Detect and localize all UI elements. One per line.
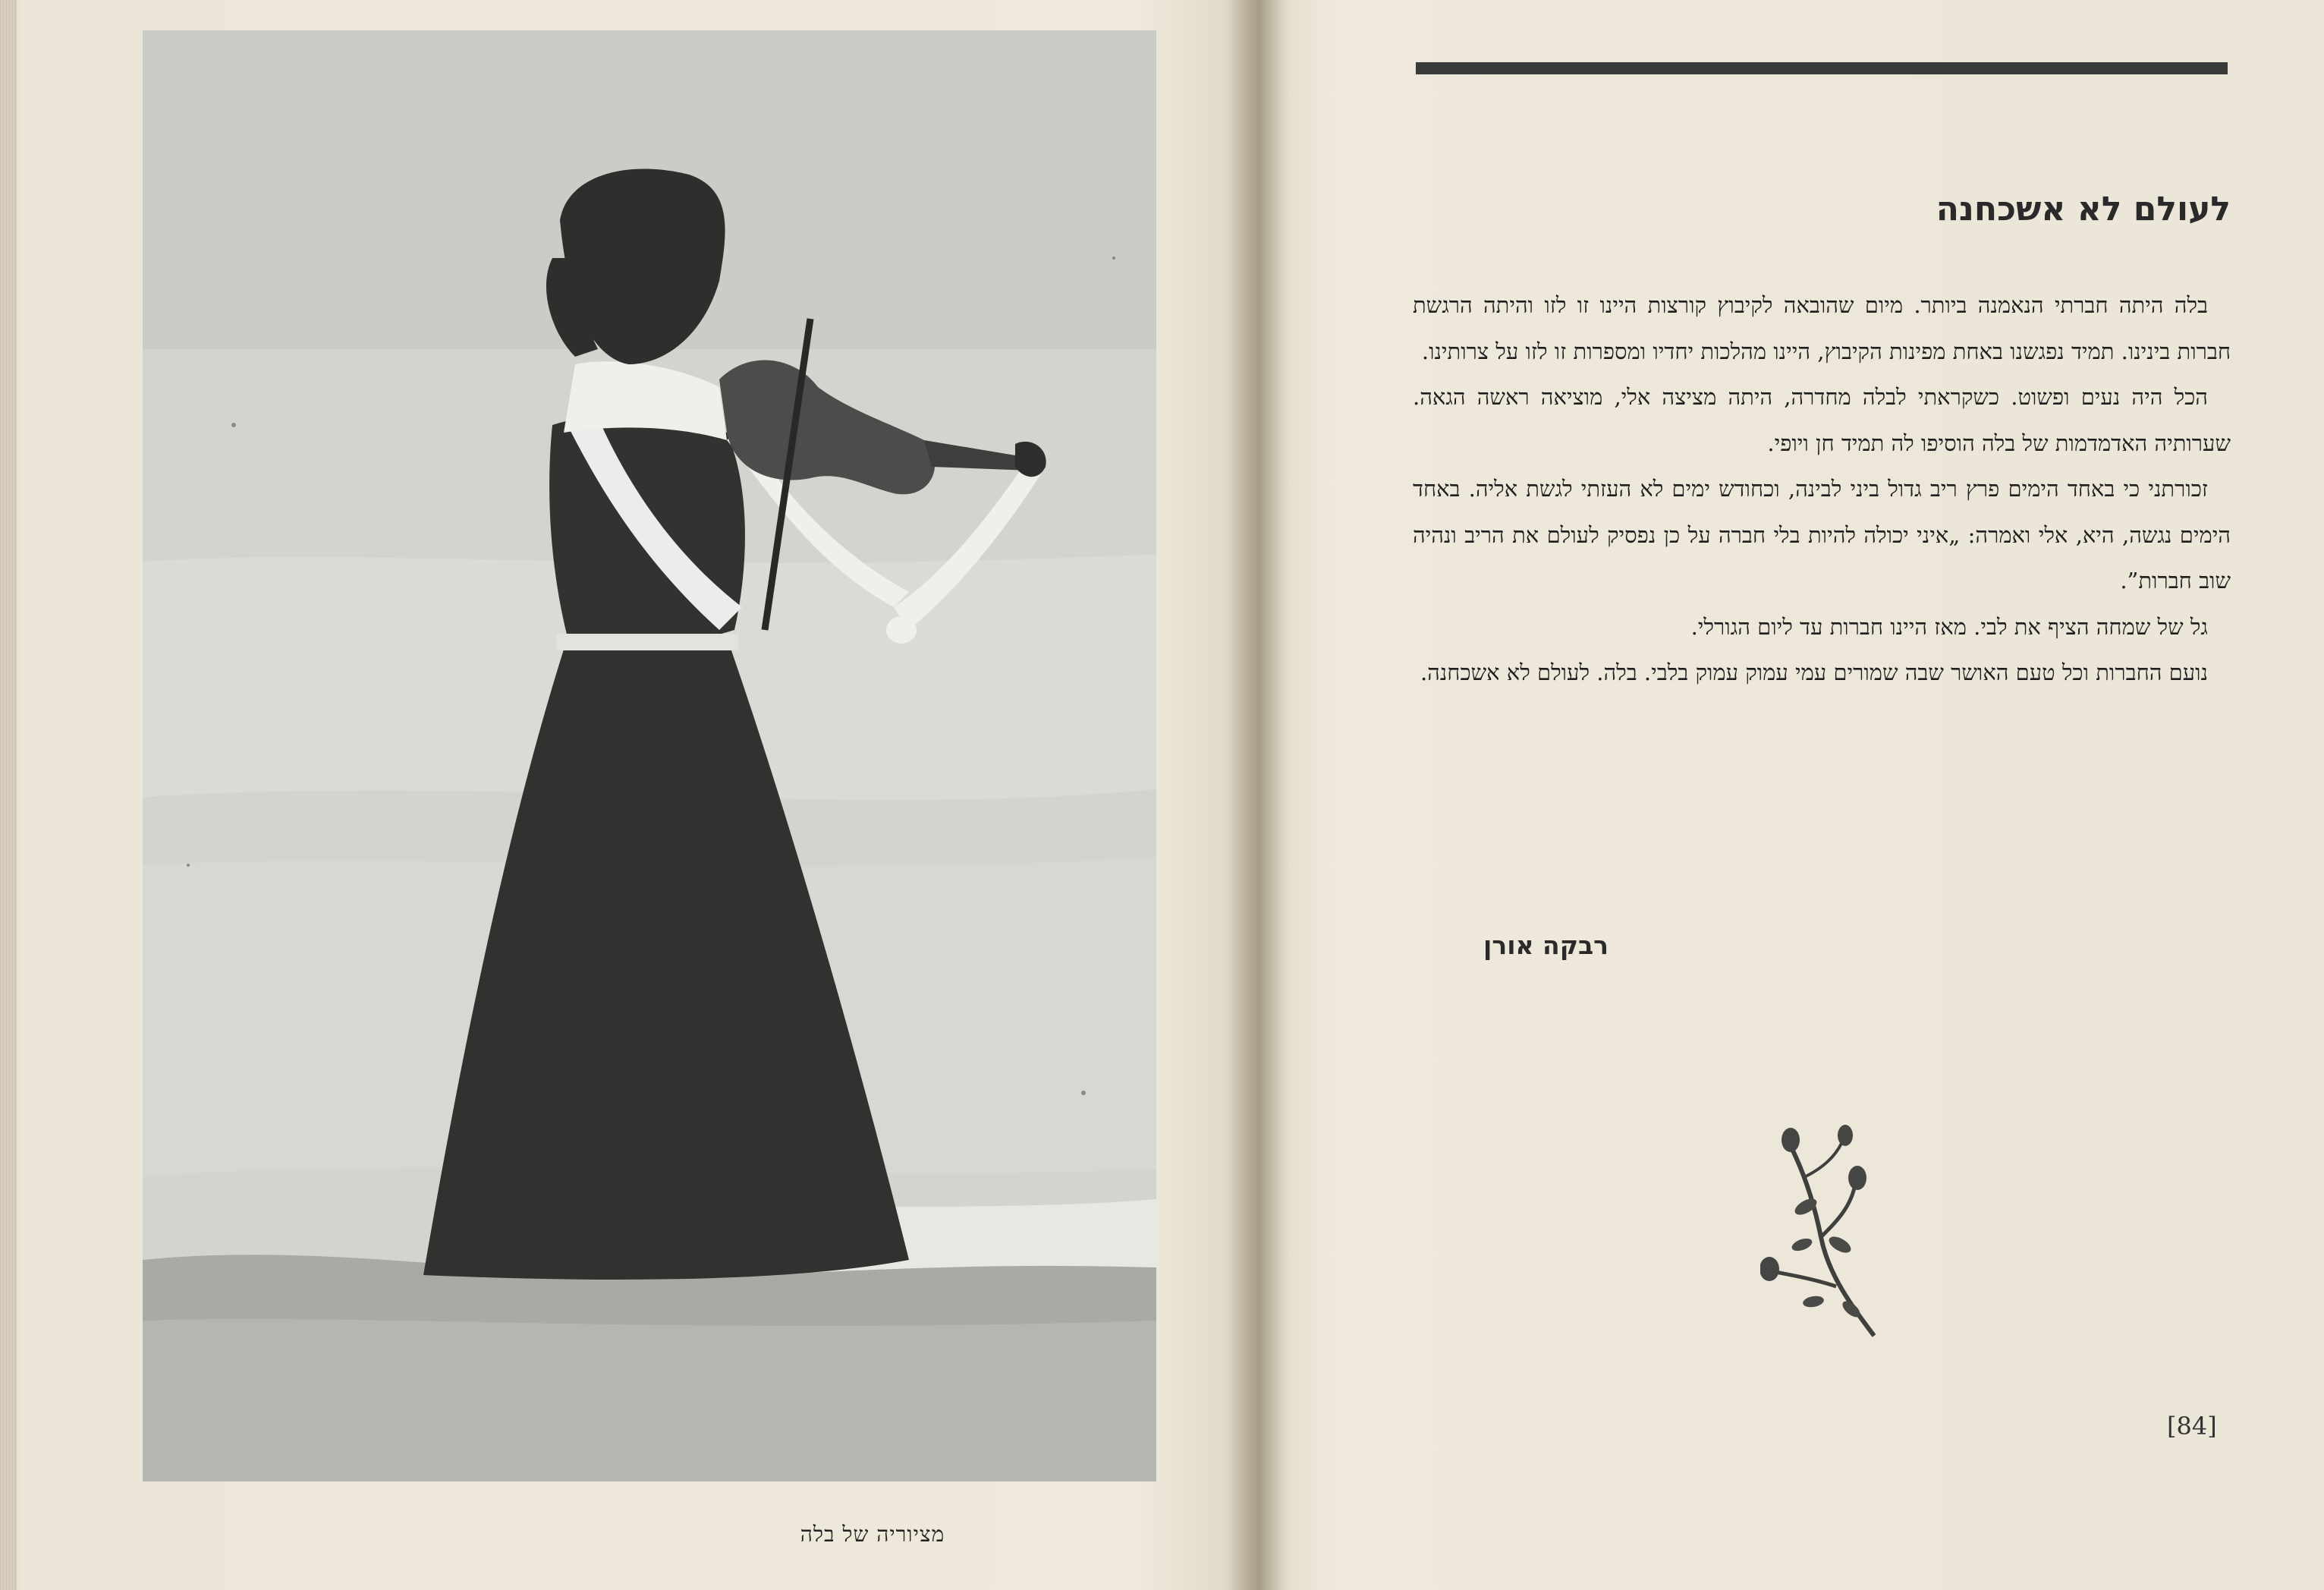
memorial-text (1413, 282, 2231, 696)
painting-caption: מציוריה של בלה (800, 1522, 945, 1547)
gutter-shadow (1222, 0, 1290, 1590)
page-edge (0, 0, 17, 1590)
paragraph: בלה היתה חברתי הנאמנה ביותר. מיום שהובאה לקיבוץ קורצות היינו זו לזו והיתה הרגשת חברות בינינו. תמיד נפגשנו באחת מפינות הקיבוץ, היינו מהלכות יחדיו ומספרות זו לזו על צרותינו. (1413, 292, 2231, 364)
paragraph: נועם החברות וכל טעם האושר שבה שמורים עמי עמוק עמוק בלבי. בלה. לעולם לא אשכחנה. (1420, 660, 2208, 685)
page-number: [84] (2167, 1412, 2217, 1440)
paragraph: גל של שמחה הציף את לבי. מאז היינו חברות עד ליום הגורלי. (1690, 613, 2208, 640)
author-signature: רבקה אורן (1483, 930, 1609, 960)
paragraph: זכורתני כי באחד הימים פרץ ריב גדול ביני לבינה, וכחודש ימים לא העזתי לגשת אליה. באחד הימים נגשה, היא, אלי ואמרה: „איני יכולה להיות בלי חברה על כן נפסיק לעולם את הריב ונהיה שוב חברות”. (1413, 476, 2231, 593)
header-rule (1416, 62, 2228, 74)
page-title: לעולם לא אשכחנה (1936, 190, 2231, 228)
violinist-painting (143, 30, 1156, 1481)
violinist-painting-image (143, 30, 1156, 1481)
paragraph: הכל היה נעים ופשוט. כשקראתי לבלה מחדרה, היתה מציצה אלי, מוציאה ראשה הגאה. שערותיה האדמדמות של בלה הוסיפו לה תמיד חן ויופי. (1413, 384, 2231, 456)
flower-branch-icon (1760, 1123, 1889, 1343)
